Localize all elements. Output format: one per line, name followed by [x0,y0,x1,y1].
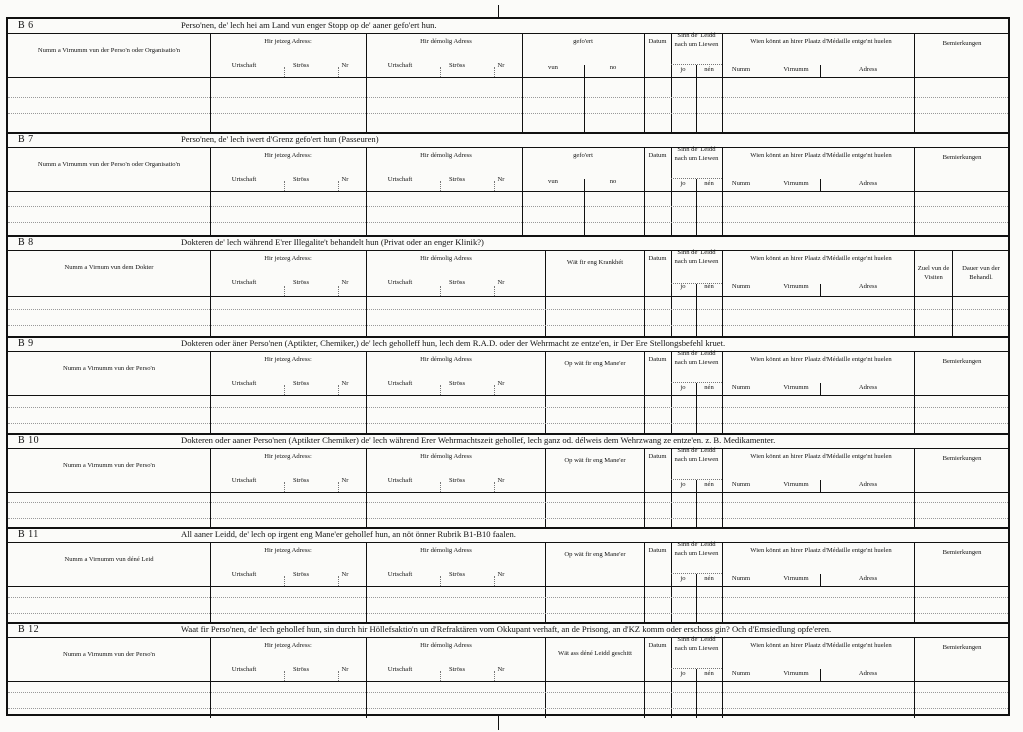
section-b9 [8,337,1008,434]
former-address-header: Hir démolig Adress [420,547,472,554]
subcolumn-tick [338,286,339,296]
column-divider [545,448,546,528]
bemierkungen-header: Bemierkungen [942,154,982,161]
datum-header: Datum [648,255,667,262]
stross-header: Ströss [292,176,310,183]
section-b6 [8,19,1008,133]
gefoert-header: gefo'ert [573,152,593,159]
entry-row-rule [8,613,1008,614]
header-bottom-rule [8,296,1008,297]
header-bottom-rule [8,681,1008,682]
adress-header: Adress [858,180,878,187]
column-divider [914,448,915,528]
adress-header: Adress [858,66,878,73]
gefoert-header: gefo'ert [573,38,593,45]
section-header [8,434,1008,449]
stross-header: Ströss [448,571,466,578]
medaille-header: Wien könnt an hirer Plaatz d'Médaille entge'nt huelen [750,547,892,554]
urtschaft-header: Urtschaft [231,62,257,69]
adress-header: Adress [858,575,878,582]
nen-header: nén [704,66,714,73]
nr-header: Nr [341,666,349,673]
section-table [8,637,1008,718]
jo-header: jo [680,384,686,391]
urtschaft-header: Urtschaft [231,571,257,578]
section-code: B 8 [18,237,34,248]
urtschaft-header: Urtschaft [387,571,413,578]
adress-header: Adress [858,283,878,290]
column-divider [522,33,523,133]
entry-row-rule [8,309,1008,310]
nr-header: Nr [341,571,349,578]
section-title: Dokteren de' lech während E'rer Illegalite't behandelt hun (Privat oder an enger Klinik?) [181,237,484,247]
column-divider [545,542,546,623]
stross-header: Ströss [448,62,466,69]
urtschaft-header: Urtschaft [387,666,413,673]
nr-header: Nr [497,62,505,69]
section-header [8,236,1008,251]
column-divider [722,33,723,133]
virnumm-header: Virnumm [783,575,809,582]
urtschaft-header: Urtschaft [387,176,413,183]
section-b7 [8,133,1008,236]
datum-header: Datum [648,152,667,159]
section-title: Perso'nen, de' lech iwert d'Grenz gefo'ert hun (Passeuren) [181,134,379,144]
sinn-header: Sinn de' Leidd nach um Liewen [674,447,719,463]
column-divider [210,33,211,133]
datum-header: Datum [648,38,667,45]
nr-header: Nr [497,279,505,286]
section-title: All aaner Leidd, de' lech op irgent eng Mane'er gehollef hun, an nöt önner Rubrik B1-B10 faalen. [181,529,516,539]
urtschaft-header: Urtschaft [387,380,413,387]
urtschaft-header: Urtschaft [231,176,257,183]
column-divider [722,250,723,337]
stross-header: Ströss [292,477,310,484]
stross-header: Ströss [448,477,466,484]
section-code: B 9 [18,338,34,349]
medaille-header: Wien könnt an hirer Plaatz d'Médaille entge'nt huelen [750,38,892,45]
entry-row-rule [8,518,1008,519]
column-divider [644,250,645,337]
column-divider [366,637,367,718]
jo-header: jo [680,670,686,677]
column-divider [914,351,915,434]
section-header [8,623,1008,638]
column-divider [545,351,546,434]
datum-header: Datum [648,547,667,554]
urtschaft-header: Urtschaft [387,62,413,69]
name-column-header: Numm a Virnumm vun der Perso'n [62,365,156,372]
nr-header: Nr [497,571,505,578]
section-title: Perso'nen, de' lech hei am Land vun enger Stopp op de' aaner gefo'ert hun. [181,20,437,30]
urtschaft-header: Urtschaft [231,666,257,673]
nr-header: Nr [497,380,505,387]
jo-nen-divider [696,480,697,528]
jo-header: jo [680,180,686,187]
nen-header: nén [704,384,714,391]
adress-header: Adress [858,481,878,488]
current-address-header: Hir jetzeg Adress: [264,547,312,554]
nr-header: Nr [497,477,505,484]
adress-header: Adress [858,670,878,677]
current-address-header: Hir jetzeg Adress: [264,38,312,45]
datum-header: Datum [648,642,667,649]
column-divider [210,448,211,528]
medaille-header: Wien könnt an hirer Plaatz d'Médaille entge'nt huelen [750,356,892,363]
virnumm-header: Virnumm [783,283,809,290]
entry-row-rule [8,407,1008,408]
datum-header: Datum [648,356,667,363]
numm-header: Numm [731,66,751,73]
medaille-header: Wien könnt an hirer Plaatz d'Médaille entge'nt huelen [750,255,892,262]
nr-header: Nr [341,279,349,286]
medaille-header: Wien könnt an hirer Plaatz d'Médaille entge'nt huelen [750,642,892,649]
datum-header: Datum [648,453,667,460]
adress-header: Adress [858,384,878,391]
section-header [8,337,1008,352]
column-divider [210,351,211,434]
bemierkungen-header: Bemierkungen [942,40,982,47]
current-address-header: Hir jetzeg Adress: [264,642,312,649]
stross-header: Ströss [292,571,310,578]
section-header [8,19,1008,34]
urtschaft-header: Urtschaft [231,380,257,387]
column-divider [952,250,953,337]
section-table [8,448,1008,528]
header-bottom-rule [8,492,1008,493]
nr-header: Nr [497,176,505,183]
column-divider [210,542,211,623]
entry-row-rule [8,222,1008,223]
medaille-header: Wien könnt an hirer Plaatz d'Médaille entge'nt huelen [750,152,892,159]
name-column-header: Numm a Virnumm vun der Perso'n [62,651,156,658]
numm-header: Numm [731,575,751,582]
jo-nen-divider [696,179,697,236]
current-address-header: Hir jetzeg Adress: [264,255,312,262]
section-table [8,147,1008,236]
extra-column-header: Wät fir eng Krankhét [566,259,624,266]
entry-row-rule [8,113,1008,114]
entry-row-rule [8,325,1008,326]
column-divider [914,542,915,623]
subcolumn-tick [440,286,441,296]
nen-header: nén [704,283,714,290]
nr-header: Nr [341,176,349,183]
name-column-header: Numm a Virnum vun dem Dokter [64,264,154,271]
column-divider [545,250,546,337]
header-bottom-rule [8,395,1008,396]
section-b10 [8,434,1008,528]
numm-header: Numm [731,670,751,677]
urtschaft-header: Urtschaft [231,477,257,484]
name-column-header: Numm a Virnumm vun der Perso'n oder Organisatio'n [37,47,181,54]
column-divider [366,351,367,434]
nr-header: Nr [341,477,349,484]
virnumm-header: Virnumm [783,670,809,677]
section-table [8,250,1008,337]
former-address-header: Hir démolig Adress [420,152,472,159]
former-address-header: Hir démolig Adress [420,356,472,363]
section-b11 [8,528,1008,623]
column-divider [210,250,211,337]
entry-row-rule [8,502,1008,503]
numm-header: Numm [731,481,751,488]
former-address-header: Hir démolig Adress [420,255,472,262]
column-divider [210,637,211,718]
header-bottom-rule [8,586,1008,587]
bemierkungen-header: Bemierkungen [942,549,982,556]
section-header [8,133,1008,148]
column-divider [366,542,367,623]
name-column-header: Numm a Virnumm vun der Perso'n oder Organisatio'n [37,161,181,168]
bemierkungen-header: Bemierkungen [942,455,982,462]
dauer-behandlung-header: Dauer vun der Behandl. [962,265,1000,281]
section-code: B 6 [18,20,34,31]
current-address-header: Hir jetzeg Adress: [264,152,312,159]
nen-header: nén [704,575,714,582]
jo-nen-divider [696,669,697,718]
entry-row-rule [8,597,1008,598]
section-table [8,542,1008,623]
column-divider [366,33,367,133]
section-title: Dokteren oder äner Perso'nen (Aptikter, Chemiker,) de' lech geholleff hun, lech dem R.A.D. oder der Wehrmacht ze entze'en, ir Der Ere Stellongsbefehl kruet. [181,338,726,348]
nr-header: Nr [341,380,349,387]
section-code: B 7 [18,134,34,145]
nen-header: nén [704,180,714,187]
section-header [8,528,1008,543]
column-divider [366,250,367,337]
column-divider [366,448,367,528]
extra-column-header: Wät ass déné Leidd geschitt [558,650,632,657]
section-title: Waat fir Perso'nen, de' lech gehollef hun, sin durch hir Höllefsaktio'n un d'Refraktären vom Okkupant verhaft, an de Prisong, an d'KZ komm oder erschoss gin? Och d'Emsiedlung opfe'eren. [181,624,832,634]
virnumm-header: Virnumm [783,66,809,73]
nr-header: Nr [497,666,505,673]
bemierkungen-header: Bemierkungen [942,644,982,651]
column-divider [644,33,645,133]
subcolumn-tick [284,286,285,296]
name-column-header: Numm a Virnumm vun déné Leid [64,556,154,563]
vun-header: vun [548,178,558,185]
column-divider [722,351,723,434]
column-divider [722,448,723,528]
nr-header: Nr [341,62,349,69]
jo-nen-divider [696,383,697,434]
header-bottom-rule [8,191,1008,192]
sinn-header: Sinn de' Leidd nach um Liewen [674,249,719,265]
jo-nen-divider [696,284,697,337]
numm-header: Numm [731,180,751,187]
urtschaft-header: Urtschaft [231,279,257,286]
jo-header: jo [680,283,686,290]
section-b12 [8,623,1008,718]
section-table [8,351,1008,434]
stross-header: Ströss [448,279,466,286]
extra-column-header: Op wät fir eng Mane'er [564,457,626,464]
bottom-fold-mark [498,716,499,730]
sinn-header: Sinn de' Leidd nach um Liewen [674,32,719,48]
top-fold-mark [498,5,499,17]
stross-header: Ströss [448,666,466,673]
urtschaft-header: Urtschaft [387,477,413,484]
sinn-header: Sinn de' Leidd nach um Liewen [674,636,719,652]
sinn-header: Sinn de' Leidd nach um Liewen [674,350,719,366]
urtschaft-header: Urtschaft [387,279,413,286]
section-code: B 11 [18,529,39,540]
numm-header: Numm [731,384,751,391]
jo-header: jo [680,575,686,582]
medaille-header: Wien könnt an hirer Plaatz d'Médaille entge'nt huelen [750,453,892,460]
nen-header: nén [704,481,714,488]
virnumm-header: Virnumm [783,384,809,391]
subcolumn-tick [494,286,495,296]
jo-header: jo [680,481,686,488]
column-divider [722,637,723,718]
form-sheet [6,17,1010,716]
nen-header: nén [704,670,714,677]
sinn-header: Sinn de' Leidd nach um Liewen [674,541,719,557]
jo-header: jo [680,66,686,73]
entry-row-rule [8,423,1008,424]
former-address-header: Hir démolig Adress [420,453,472,460]
numm-header: Numm [731,283,751,290]
name-column-header: Numm a Virnumm vun der Perso'n [62,462,156,469]
virnumm-header: Virnumm [783,481,809,488]
column-divider [914,33,915,133]
current-address-header: Hir jetzeg Adress: [264,453,312,460]
column-divider [545,637,546,718]
column-divider [914,637,915,718]
stross-header: Ströss [292,666,310,673]
section-code: B 10 [18,435,40,446]
stross-header: Ströss [448,380,466,387]
former-address-header: Hir démolig Adress [420,38,472,45]
zuel-visiten-header: Zuel vun de Visiten [917,265,950,281]
vun-no-divider [584,179,585,236]
sinn-header: Sinn de' Leidd nach um Liewen [674,146,719,162]
bemierkungen-header: Bemierkungen [942,358,982,365]
virnumm-header: Virnumm [783,180,809,187]
stross-header: Ströss [292,62,310,69]
extra-column-header: Op wät fir eng Mane'er [564,551,626,558]
entry-row-rule [8,206,1008,207]
section-code: B 12 [18,624,40,635]
header-bottom-rule [8,77,1008,78]
no-header: no [609,64,617,71]
current-address-header: Hir jetzeg Adress: [264,356,312,363]
extra-column-header: Op wät fir eng Mane'er [564,360,626,367]
vun-header: vun [548,64,558,71]
jo-nen-divider [696,65,697,133]
stross-header: Ströss [292,380,310,387]
entry-row-rule [8,708,1008,709]
entry-row-rule [8,97,1008,98]
stross-header: Ströss [448,176,466,183]
section-title: Dokteren oder aaner Perso'nen (Aptikter Chemiker) de' lech während Erer Wehrmachtszeit gehollef, lech ganz od. délweis dem Wehrzwang ze entze'en. z. B. Medikamenter. [181,435,776,445]
vun-no-divider [584,65,585,133]
entry-row-rule [8,692,1008,693]
former-address-header: Hir démolig Adress [420,642,472,649]
stross-header: Ströss [292,279,310,286]
column-divider [722,542,723,623]
no-header: no [609,178,617,185]
section-table [8,33,1008,133]
jo-nen-divider [696,574,697,623]
section-b8 [8,236,1008,337]
